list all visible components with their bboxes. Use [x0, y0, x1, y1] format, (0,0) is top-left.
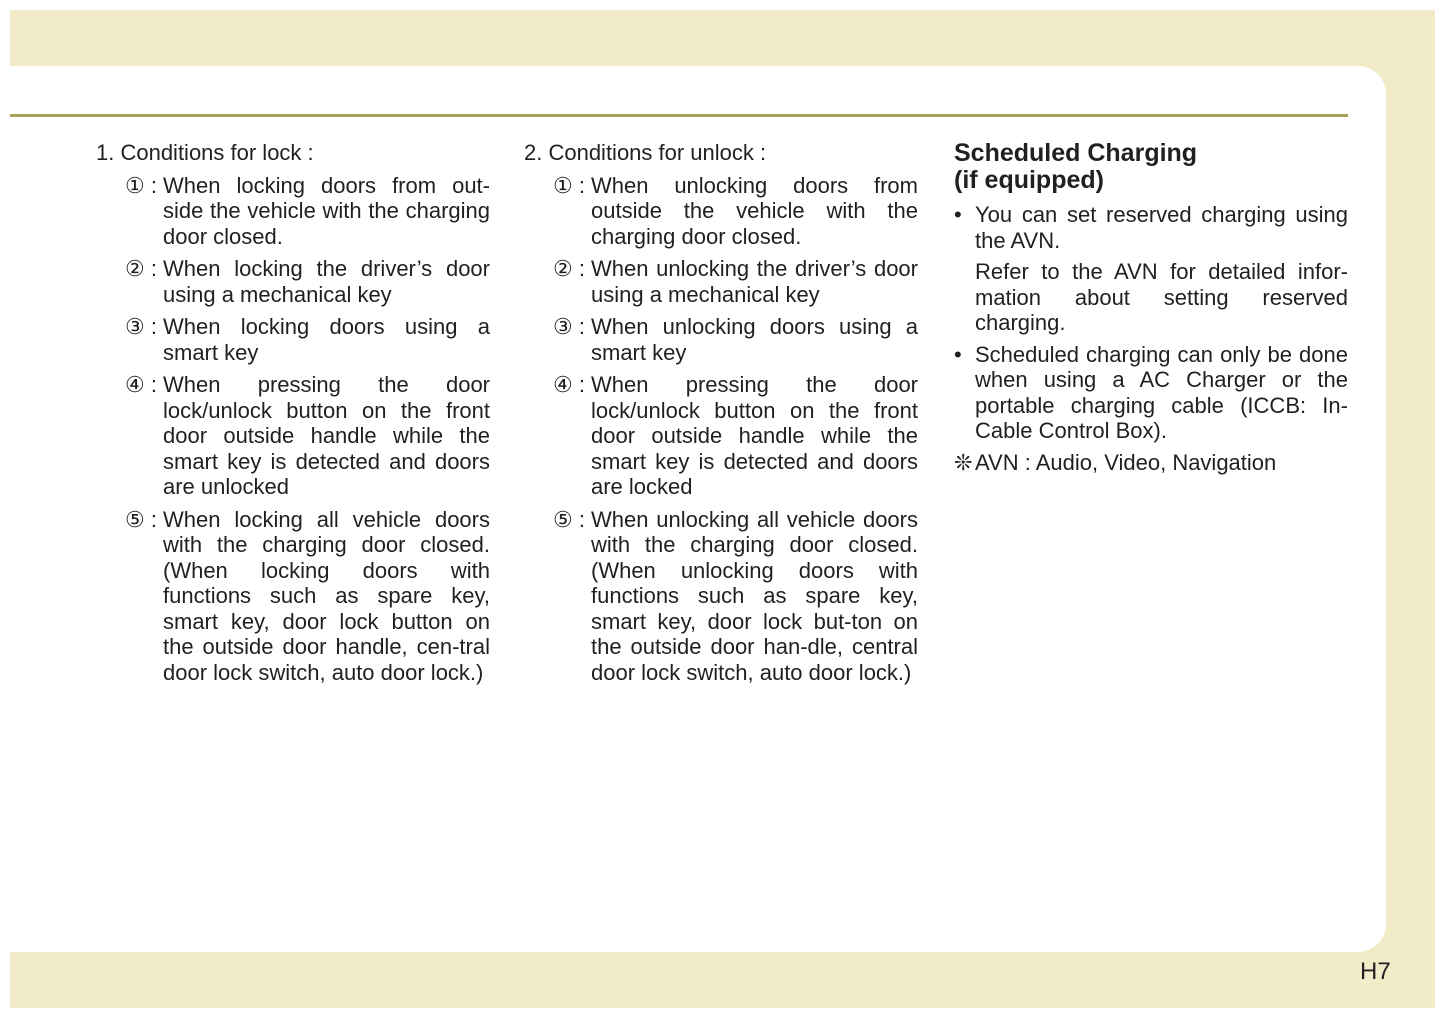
asterisk-icon: ❊ [954, 449, 973, 475]
unlock-condition-1-number: ① : [553, 172, 585, 198]
lock-condition-2 [96, 256, 490, 307]
lock-condition-3-number: ③ : [125, 314, 157, 339]
unlock-condition-2-number: ② : [553, 256, 585, 281]
header-rule [10, 114, 1348, 117]
unlock-condition-1 [524, 173, 918, 250]
lock-condition-1 [96, 173, 490, 250]
lock-condition-5-text: When locking all vehicle doors with the charging door closed. (When locking doors with functions such as spare key, smart key, door lock button on the outside door handle, cen-tral door lock switch, auto door lock.) [163, 506, 490, 685]
lock-condition-4 [96, 372, 490, 500]
lock-condition-5-number: ⑤ : [125, 506, 157, 532]
lock-condition-2-text: When locking the driver’s door using a mechanical key [163, 256, 490, 307]
avn-note [954, 450, 1348, 476]
lock-condition-3 [96, 314, 490, 365]
unlock-conditions-column [524, 140, 918, 692]
lock-condition-4-number: ④ : [125, 372, 157, 397]
bullet-2-text: Scheduled charging can only be done when using a AC Charger or the portable charging cable (ICCB: In-Cable Control Box). [975, 341, 1348, 443]
lock-conditions-column [96, 140, 490, 692]
lock-condition-3-text: When locking doors using a smart key [163, 314, 490, 365]
title-line-1: Scheduled Charging [954, 139, 1198, 167]
bullet-1-text: You can set reserved charging using the AVN. [975, 202, 1348, 253]
unlock-condition-1-text: When unlocking doors from outside the vehicle with the charging door closed. [591, 172, 918, 249]
unlock-condition-4-text: When pressing the door lock/unlock button on the front door outside handle while the smart key is detected and doors are locked [591, 372, 918, 499]
lock-condition-1-number: ① : [125, 172, 157, 198]
scheduled-charging-title [954, 140, 1348, 194]
bullet-ac-charger [954, 342, 1348, 444]
unlock-condition-3 [524, 314, 918, 365]
unlock-conditions-heading: 2. Conditions for unlock : [524, 140, 767, 165]
title-line-2: (if equipped) [954, 166, 1104, 194]
bullet-reserved-charging [954, 202, 1348, 336]
unlock-condition-5 [524, 507, 918, 686]
unlock-condition-2 [524, 256, 918, 307]
unlock-condition-3-number: ③ : [553, 314, 585, 339]
lock-condition-5 [96, 507, 490, 686]
unlock-condition-3-text: When unlocking doors using a smart key [591, 314, 918, 365]
bullet-1-detail: Refer to the AVN for detailed infor-mation about setting reserved charging. [975, 259, 1348, 335]
lock-condition-1-text: When locking doors from out-side the vehicle with the charging door closed. [163, 172, 490, 249]
bullet-icon: • [954, 341, 962, 367]
unlock-condition-5-text: When unlocking all vehicle doors with the charging door closed. (When unlocking doors with functions such as spare key, smart key, door lock but-ton on the outside door han-dle, central door lock switch, auto door lock.) [591, 506, 918, 685]
lock-condition-4-text: When pressing the door lock/unlock button on the front door outside handle while the smart key is detected and doors are unlocked [163, 372, 490, 499]
page-number: H7 [1360, 958, 1391, 985]
avn-note-text: AVN : Audio, Video, Navigation [975, 449, 1277, 475]
unlock-condition-4 [524, 372, 918, 500]
unlock-condition-2-text: When unlocking the driver’s door using a mechanical key [591, 256, 918, 307]
scheduled-charging-column [954, 140, 1348, 475]
lock-conditions-heading: 1. Conditions for lock : [96, 140, 314, 165]
lock-condition-2-number: ② : [125, 256, 157, 281]
unlock-condition-5-number: ⑤ : [553, 506, 585, 532]
bullet-icon: • [954, 202, 962, 227]
unlock-condition-4-number: ④ : [553, 372, 585, 397]
